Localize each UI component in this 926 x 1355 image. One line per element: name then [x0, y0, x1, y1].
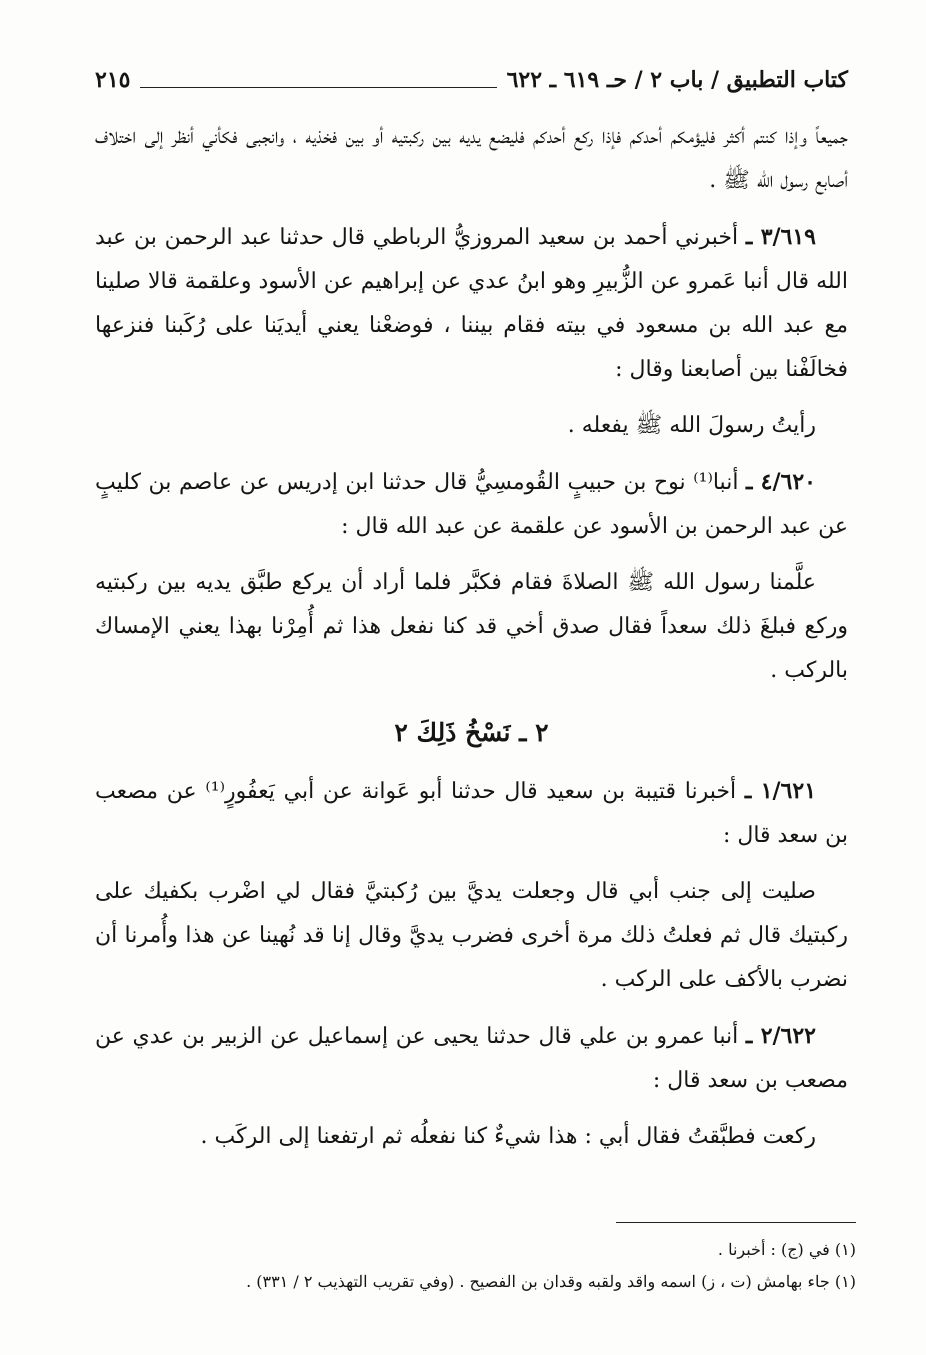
hadith-chain: أخبرني أحمد بن سعيد المروزيُّ الرباطي قال حدثنا عبد الرحمن بن عبد الله قال أنبا عَمرو عن الزُّبيرِ وهو ابنُ عدي عن إبراهيم عن الأسود وعلقمة قالا صلينا مع عبد الله بن مسعود في بيته فقام بيننا ، فوضعْنا يعني أيديَنا على رُكَبنا فنزعها فخالَفْنا بين أصابعنا وقال : — [95, 225, 848, 382]
main-text — [95, 115, 848, 1171]
hadith-chain: أنبا عمرو بن علي قال حدثنا يحيى عن إسماعيل عن الزبير بن عدي عن مصعب بن سعد قال : — [95, 1024, 848, 1093]
footnotes — [95, 1234, 856, 1298]
hadith-number: ٢/٦٢٢ ـ — [745, 1023, 816, 1049]
running-header — [95, 60, 848, 100]
hadith-620 — [95, 460, 848, 549]
paragraph-continuation: جميعاً وإذا كنتم أكثر فليؤمكم أحدكم فإذا ركع أحدكم فليضع يديه بين ركبتيه أو بين فخذيه ، وانجبى فكأني أنظر إلى اختلاف أصابع رسول الله ﷺ . — [95, 124, 848, 193]
section-heading: ٢ ـ نَسْخُ ذَلِكَ ٢ — [394, 718, 549, 747]
hadith-chain: أخبرنا قتيبة بن سعيد قال حدثنا أبو عَوانة عن أبي يَعفُورٍ⁽¹⁾ عن مصعب بن سعد قال : — [95, 779, 848, 848]
hadith-621-quote: صليت إلى جنب أبي قال وجعلت يديَّ بين رُكبتيَّ فقال لي اضْرب بكفيك على ركبتيك قال ثم فعلتُ ذلك مرة أخرى فضرب يديَّ وقال إنا قد نُهينا عن هذا وأُمرنا أن نضرب بالأكف على الركب . — [95, 879, 848, 992]
hadith-622 — [95, 1014, 848, 1103]
hadith-number: ٤/٦٢٠ ـ — [746, 469, 816, 495]
hadith-621 — [95, 769, 848, 858]
hadith-622-quote: ركعت فطبَّقتُ فقال أبي : هذا شيءٌ كنا نفعلُه ثم ارتفعنا إلى الركَب . — [200, 1124, 816, 1149]
header-title: كتاب التطبيق / باب ٢ / حـ ٦١٩ ـ ٦٢٢ — [506, 67, 848, 93]
hadith-number: ٣/٦١٩ ـ — [745, 224, 816, 250]
footnote-1: (١) في (ج) : أخبرنا . — [717, 1240, 856, 1259]
hadith-number: ١/٦٢١ ـ — [744, 778, 817, 804]
hadith-chain: أنبا⁽¹⁾ نوح بن حبيبٍ القُومسِيُّ قال حدثنا ابن إدريس عن عاصم بن كليبٍ عن عبد الرحمن بن الأسود عن علقمة عن عبد الله قال : — [95, 470, 848, 539]
hadith-619 — [95, 215, 848, 392]
footnote-rule — [616, 1222, 856, 1223]
page-number: ٢١٥ — [95, 67, 131, 93]
hadith-619-quote: رأيتُ رسولَ الله ﷺ يفعله . — [567, 413, 816, 438]
header-rule — [140, 87, 496, 88]
hadith-620-quote: علَّمنا رسول الله ﷺ الصلاةَ فقام فكبَّر فلما أراد أن يركع طبَّق يديه بين ركبتيه وركع فبلغَ ذلك سعداً فقال صدق أخي قد كنا نفعل هذا ثم أُمِرْنا بهذا يعني الإمساك بالركب . — [95, 570, 848, 683]
footnote-2: (١) جاء بهامش (ت ، ز) اسمه واقد ولقبه وقدان بن الفصيح . (وفي تقريب التهذيب ٢ / ٣٣١) . — [246, 1272, 856, 1291]
